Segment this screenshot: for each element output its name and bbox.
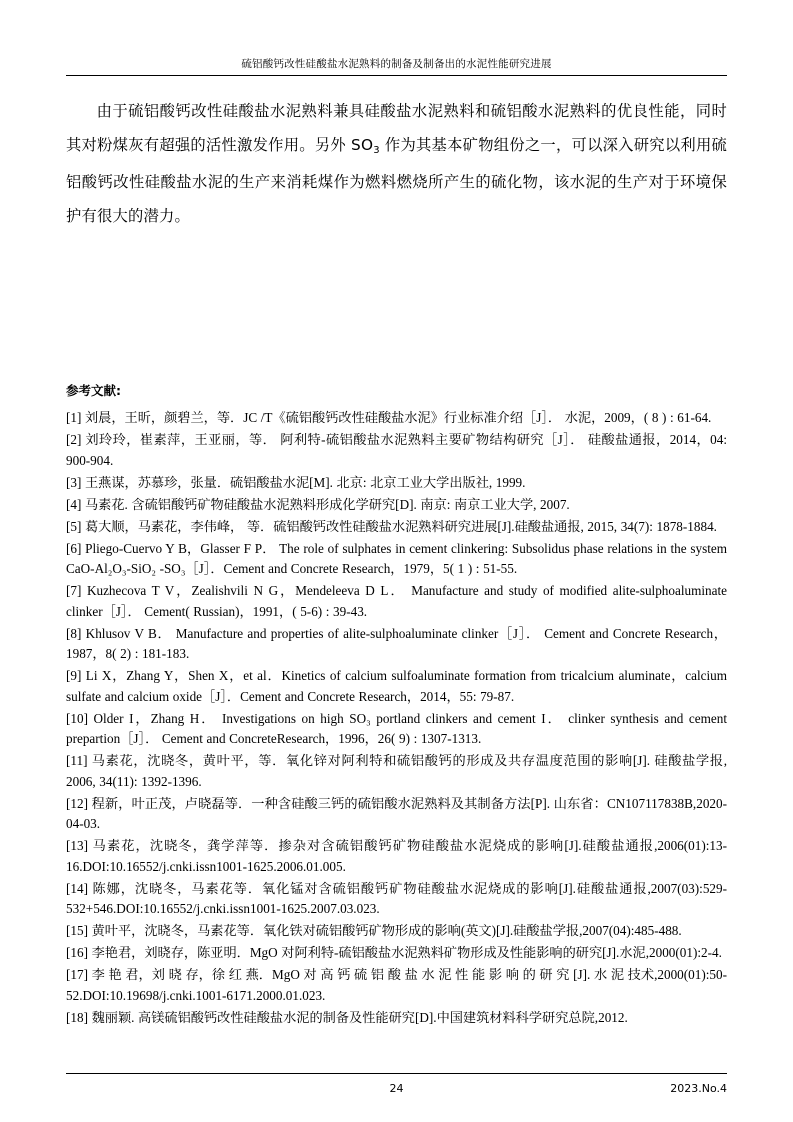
body-paragraph — [66, 94, 727, 233]
reference-item: [14] 陈娜，沈晓冬，马素花等．氧化锰对含硫铝酸钙矿物硅酸盐水泥烧成的影响[J].硅酸盐通报,2007(03):529-532+546.DOI:10.16552/j.cnki.issn1001-1625.2007.03.023. — [66, 880, 727, 916]
page-footer — [66, 1082, 727, 1100]
body-paragraph-part1: 由于硫铝酸钙改性硅酸盐水泥熟料兼具硅酸盐水泥熟料和硫铝酸水泥熟料的优良性能，同时其对粉煤灰有超强的活性激发作用。另外 SO — [66, 102, 727, 154]
running-head-rule — [66, 75, 727, 76]
reference-item: [7] Kuzhecova T V，Zealishvili N G，Mendeleeva D L． Manufacture and study of modified alite-sulphoaluminate clinker［J］． Cement( Russian)，1991，( 5-6) : 39-43. — [66, 583, 727, 619]
reference-item: [15] 黄叶平，沈晓冬，马素花等．氧化铁对硫铝酸钙矿物形成的影响(英文)[J].硅酸盐学报,2007(04):485-488. — [66, 923, 682, 938]
references-list — [66, 408, 727, 1028]
reference-item: [5] 葛大顺，马素花，李伟峰， 等．硫铝酸钙改性硅酸盐水泥熟料研究进展[J].硅酸盐通报, 2015, 34(7): 1878-1884. — [66, 518, 717, 534]
footer-rule — [66, 1073, 727, 1074]
footer-issue: 2023.No.4 — [670, 1082, 727, 1095]
reference-item: [8] Khlusov V B． Manufacture and properties of alite-sulphoaluminate clinker［J］． Cement and Concrete Research，1987，8( 2) : 181-183. — [66, 625, 727, 661]
footer-page-number: 24 — [389, 1082, 404, 1095]
reference-item: [6] Pliego-Cuervo Y B，Glasser F P． The role of sulphates in cement clinkering: Subsolidus phase relations in the system CaO-Al₂O₃-SiO₂ -SO₃［J］．Cement and Concrete Research，1979，5( 1 ) : 51-55. — [66, 540, 727, 576]
references-heading: 参考文献: — [66, 383, 121, 398]
reference-item: [3] 王燕谋，苏慕珍，张量．硫铝酸盐水泥[M]. 北京: 北京工业大学出版社, 1999. — [66, 474, 526, 490]
reference-item: [1] 刘晨，王昕，颜碧兰，等．JC /T《硫铝酸钙改性硅酸盐水泥》行业标准介绍［J］． 水泥，2009，( 8 ) : 61-64. — [66, 410, 712, 425]
reference-item: [12] 程新，叶正茂，卢晓磊等．一种含硅酸三钙的硫铝酸水泥熟料及其制备方法[P]. 山东省：CN107117838B,2020-04-03. — [66, 795, 727, 831]
running-head: 硫铝酸钙改性硅酸盐水泥熟料的制备及制备出的水泥性能研究进展 — [241, 58, 552, 70]
reference-item: [10] Older I，Zhang H． Investigations on high SO₃ portland clinkers and cement I． clinker synthesis and cement prepartion［J］． Cement and ConcreteResearch，1996，26( 9) : 1307-1313. — [66, 710, 727, 746]
reference-item: [4] 马素花. 含硫铝酸钙矿物硅酸盐水泥熟料形成化学研究[D]. 南京: 南京工业大学, 2007. — [66, 496, 570, 512]
so3-subscript: 3 — [373, 145, 380, 156]
reference-item: [18] 魏丽颖. 高镁硫铝酸钙改性硅酸盐水泥的制备及性能研究[D].中国建筑材料科学研究总院,2012. — [66, 1009, 628, 1025]
reference-item: [17] 李 艳 君，刘 晓 存，徐 红 燕．MgO 对 高 钙 硫 铝 酸 盐 水 泥 性 能 影 响 的 研 究 [J]. 水 泥 技术,2000(01):50-52.DOI:10.19698/j.cnki.1001-6171.2000.01.023. — [66, 967, 727, 1003]
body-paragraph-part2: 作为其基本矿物组份之一，可以深入研究以利用硫铝酸钙改性硅酸盐水泥的生产来消耗煤作为燃料燃烧所产生的硫化物，该水泥的生产对于环境保护有很大的潜力。 — [66, 136, 727, 225]
reference-item: [11] 马素花，沈晓冬，黄叶平，等．氧化锌对阿利特和硫铝酸钙的形成及共存温度范围的影响[J]. 硅酸盐学报, 2006, 34(11): 1392-1396. — [66, 753, 727, 789]
reference-item: [16] 李艳君，刘晓存，陈亚明．MgO 对阿利特-硫铝酸盐水泥熟料矿物形成及性能影响的研究[J].水泥,2000(01):2-4. — [66, 945, 722, 960]
reference-item: [2] 刘玲玲，崔素萍，王亚丽，等． 阿利特-硫铝酸盐水泥熟料主要矿物结构研究［J］． 硅酸盐通报，2014，04: 900-904. — [66, 432, 727, 468]
reference-item: [13] 马素花，沈晓冬，龚学萍等．掺杂对含硫铝酸钙矿物硅酸盐水泥烧成的影响[J].硅酸盐通报,2006(01):13-16.DOI:10.16552/j.cnki.issn1001-1625.2006.01.005. — [66, 838, 727, 874]
reference-item: [9] Li X，Zhang Y，Shen X，et al．Kinetics of calcium sulfoaluminate formation from tricalcium aluminate，calcium sulfate and calcium oxide［J］．Cement and Concrete Research，2014，55: 79-87. — [66, 668, 727, 704]
page-content — [66, 56, 727, 1088]
